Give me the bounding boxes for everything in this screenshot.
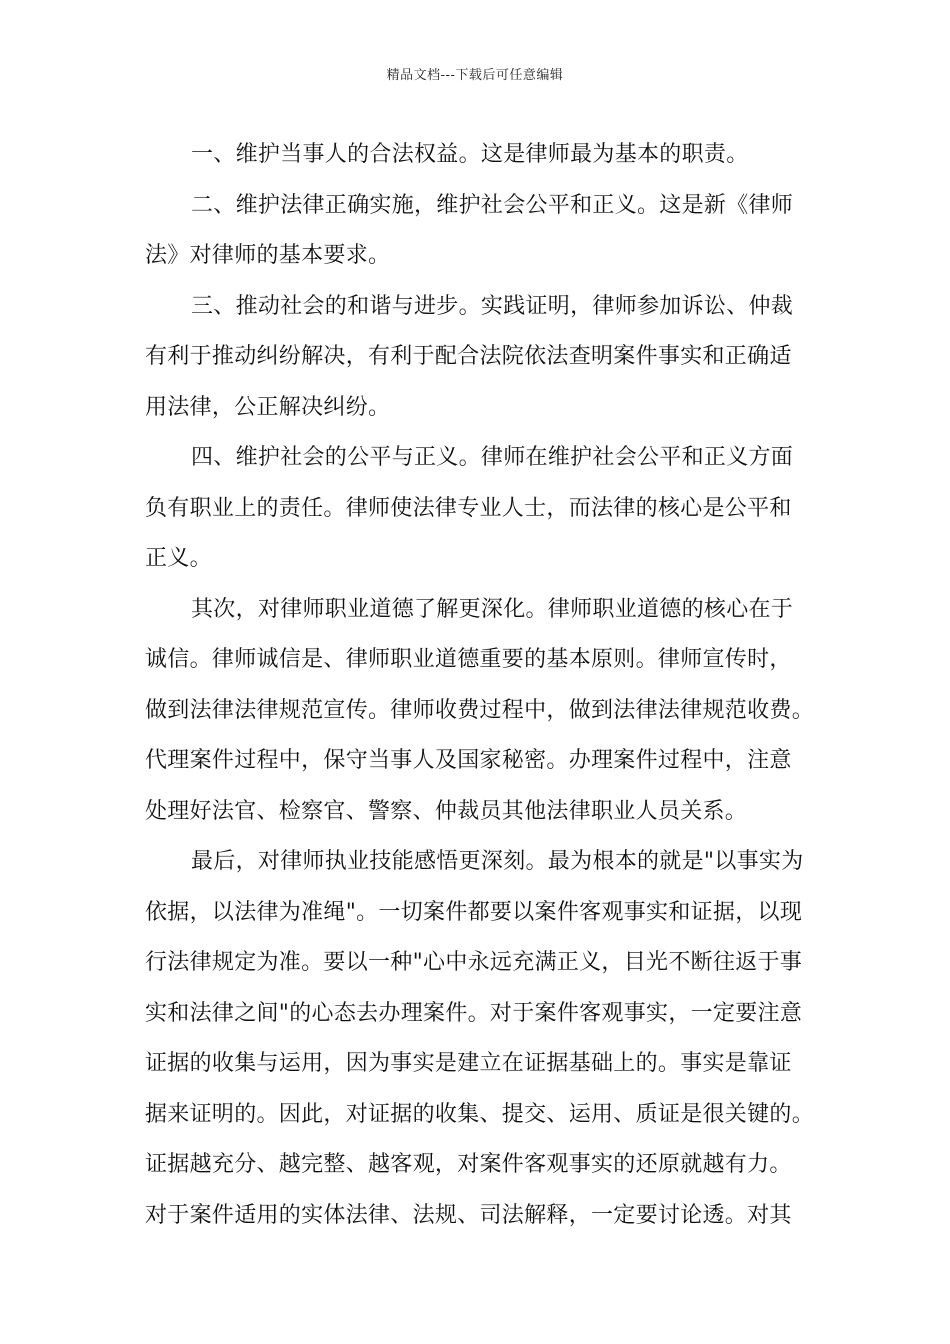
text-line: 处理好法官、检察官、警察、仲裁员其他法律职业人员关系。 <box>145 798 748 824</box>
paragraph-1 <box>145 130 825 181</box>
text-line: 法》对律师的基本要求。 <box>145 243 391 268</box>
text-line: 对于案件适用的实体法律、法规、司法解释，一定要讨论透。对其 <box>145 1202 792 1228</box>
paragraph-4 <box>145 433 825 585</box>
document-body <box>145 130 825 1241</box>
text-line: 其次，对律师职业道德了解更深化。律师职业道德的核心在于 <box>191 596 794 622</box>
page-header: 精品文档---下载后可任意编辑 <box>386 68 564 83</box>
text-line: 实和法律之间"的心态去办理案件。对于案件客观事实，一定要注意 <box>145 1000 803 1026</box>
text-line: 证据的收集与运用，因为事实是建立在证据基础上的。事实是靠证 <box>145 1051 792 1076</box>
text-line: 最后，对律师执业技能感悟更深刻。最为根本的就是"以事实为 <box>191 849 804 874</box>
paragraph-3 <box>145 282 825 434</box>
text-line: 依据，以法律为准绳"。一切案件都要以案件客观事实和证据，以现 <box>145 899 803 925</box>
text-line: 二、维护法律正确实施，维护社会公平和正义。这是新《律师 <box>191 192 794 218</box>
paragraph-6 <box>145 837 825 1241</box>
text-line: 代理案件过程中，保守当事人及国家秘密。办理案件过程中，注意 <box>145 748 792 773</box>
text-line: 证据越充分、越完整、越客观，对案件客观事实的还原就越有力。 <box>145 1152 792 1177</box>
text-line: 一、维护当事人的合法权益。这是律师最为基本的职责。 <box>191 142 749 167</box>
text-line: 负有职业上的责任。律师使法律专业人士，而法律的核心是公平和 <box>145 495 792 521</box>
paragraph-5 <box>145 585 825 838</box>
text-line: 有利于推动纠纷解决，有利于配合法院依法查明案件事实和正确适 <box>145 344 792 369</box>
text-line: 用法律，公正解决纠纷。 <box>145 394 391 420</box>
text-line: 诚信。律师诚信是、律师职业道德重要的基本原则。律师宣传时， <box>145 647 792 672</box>
text-line: 四、维护社会的公平与正义。律师在维护社会公平和正义方面 <box>191 445 794 470</box>
paragraph-2 <box>145 181 825 282</box>
text-line: 正义。 <box>145 546 212 571</box>
text-line: 做到法律法律规范宣传。律师收费过程中，做到法律法律规范收费。 <box>145 697 815 723</box>
text-line: 据来证明的。因此，对证据的收集、提交、运用、质证是很关键的。 <box>145 1101 815 1127</box>
text-line: 行法律规定为准。要以一种"心中永远充满正义，目光不断往返于事 <box>145 950 803 975</box>
text-line: 三、推动社会的和谐与进步。实践证明，律师参加诉讼、仲裁 <box>191 293 794 319</box>
